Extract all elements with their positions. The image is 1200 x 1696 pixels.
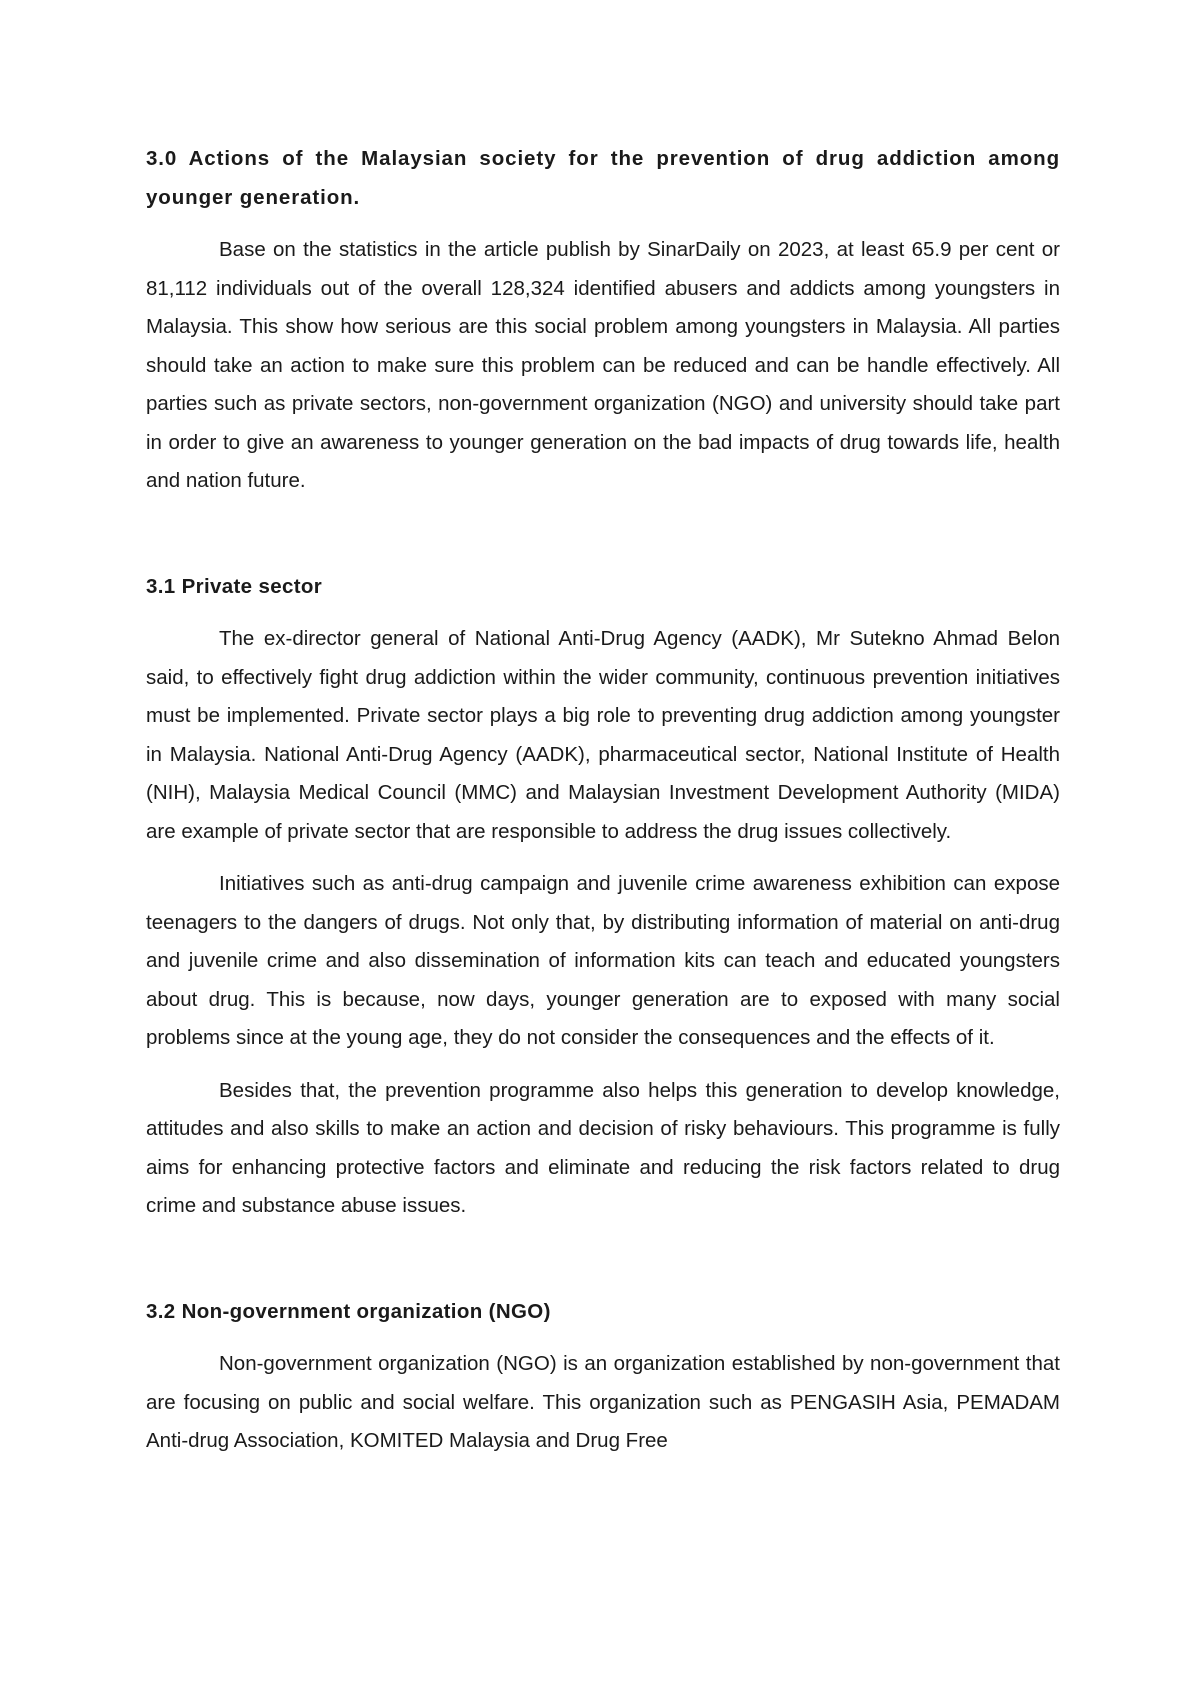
spacer [146, 217, 1060, 231]
spacer [146, 1331, 1060, 1345]
spacer [146, 1058, 1060, 1072]
section-heading-3-1: 3.1 Private sector [146, 574, 323, 598]
spacer [146, 1226, 1060, 1293]
paragraph-3-1-2: Initiatives such as anti-drug campaign and juvenile crime awareness exhibition can expose teenagers to the dangers of drugs. Not only that, by distributing information of material on anti-drug and juvenile crime and also dissemination of information kits can teach and educated youngsters about drug. This is because, now days, younger generation are to exposed with many social problems since at the young age, they do not consider the consequences and the effects of it. [146, 872, 1060, 1049]
spacer [146, 501, 1060, 568]
paragraph-3-1-1: The ex-director general of National Anti-Drug Agency (AADK), Mr Sutekno Ahmad Belon said, to effectively fight drug addiction within the wider community, continuous prevention initiatives must be implemented. Private sector plays a big role to preventing drug addiction among youngster in Malaysia. National Anti-Drug Agency (AADK), pharmaceutical sector, National Institute of Health (NIH), Malaysia Medical Council (MMC) and Malaysian Investment Development Authority (MIDA) are example of private sector that are responsible to address the drug issues collectively. [146, 627, 1060, 843]
document-page [146, 140, 1060, 1461]
paragraph-3-1-3: Besides that, the prevention programme also helps this generation to develop knowledge, attitudes and also skills to make an action and decision of risky behaviours. This programme is fully aims for enhancing protective factors and eliminate and reducing the risk factors related to drug crime and substance abuse issues. [146, 1078, 1060, 1217]
section-heading-3-2: 3.2 Non-government organization (NGO) [146, 1299, 551, 1323]
spacer [146, 606, 1060, 620]
section-heading-3-0: 3.0 Actions of the Malaysian society for the prevention of drug addiction among younger generation. [146, 147, 1060, 209]
paragraph-3-2-1: Non-government organization (NGO) is an organization established by non-government that are focusing on public and social welfare. This organization such as PENGASIH Asia, PEMADAM Anti-drug Association, KOMITED Malaysia and Drug Free [146, 1352, 1060, 1452]
spacer [146, 851, 1060, 865]
paragraph-3-0-1: Base on the statistics in the article publish by SinarDaily on 2023, at least 65.9 per cent or 81,112 individuals out of the overall 128,324 identified abusers and addicts among youngsters in Malaysia. This show how serious are this social problem among youngsters in Malaysia. All parties should take an action to make sure this problem can be reduced and can be handle effectively. All parties such as private sectors, non-government organization (NGO) and university should take part in order to give an awareness to younger generation on the bad impacts of drug towards life, health and nation future. [146, 238, 1060, 492]
